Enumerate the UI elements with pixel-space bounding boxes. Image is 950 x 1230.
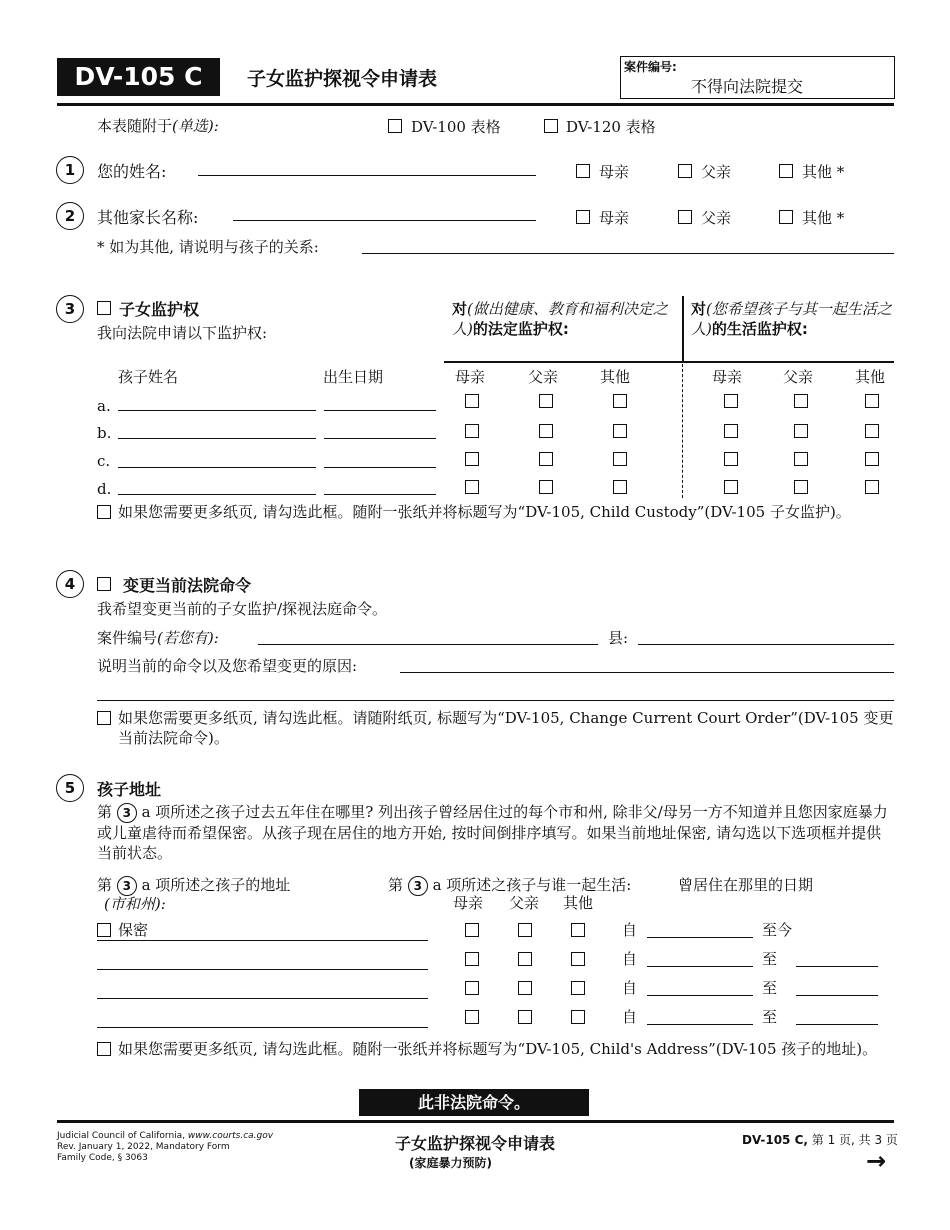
child-name-input[interactable]: [118, 410, 316, 411]
address-input[interactable]: [97, 1027, 428, 1028]
lived-father-checkbox[interactable]: [518, 923, 532, 937]
from-date-input[interactable]: [647, 995, 753, 996]
relationship-input[interactable]: [362, 253, 894, 254]
physical-col-father: 父亲: [783, 368, 814, 386]
physical-mother-checkbox[interactable]: [724, 452, 738, 466]
lived-father-checkbox[interactable]: [518, 1010, 532, 1024]
legal-father-checkbox[interactable]: [539, 452, 553, 466]
address-input[interactable]: [97, 969, 428, 970]
change-order-more-pages-checkbox[interactable]: [97, 711, 111, 725]
to-date-input[interactable]: [796, 1024, 878, 1025]
to-date-input[interactable]: [796, 995, 878, 996]
from-date-input[interactable]: [647, 1024, 753, 1025]
custody-divider: [682, 296, 684, 362]
s2-father-checkbox[interactable]: [678, 210, 692, 224]
footer-publisher: Judicial Council of California, www.courts.ca.gov: [57, 1131, 274, 1141]
row-label: b.: [97, 424, 112, 442]
footer-code: Family Code, § 3063: [57, 1153, 148, 1163]
county-label: 县:: [608, 629, 629, 647]
reason-input-1[interactable]: [400, 672, 894, 673]
col-dob: 出生日期: [323, 368, 384, 386]
address-input[interactable]: [97, 940, 428, 941]
section-5-number: 5: [56, 774, 84, 802]
row-label: c.: [97, 452, 111, 470]
ref-item-3-icon: 3: [408, 876, 428, 896]
page-title: 子女监护探视令申请表: [247, 68, 438, 90]
lived-col-father: 父亲: [509, 894, 540, 912]
lived-with-header: 第 3 a 项所述之孩子与谁一起生活:: [388, 876, 632, 894]
to-present-label: 至今: [762, 921, 793, 939]
lived-mother-checkbox[interactable]: [465, 981, 479, 995]
footer-title: 子女监护探视令申请表: [395, 1134, 556, 1153]
lived-other-checkbox[interactable]: [571, 981, 585, 995]
legal-father-checkbox[interactable]: [539, 394, 553, 408]
section-1-number: 1: [56, 156, 84, 184]
legal-other-checkbox[interactable]: [613, 394, 627, 408]
header-rule: [57, 103, 894, 106]
s1-other-checkbox[interactable]: [779, 164, 793, 178]
lived-col-mother: 母亲: [453, 894, 484, 912]
physical-other-checkbox[interactable]: [865, 480, 879, 494]
legal-custody-header: 对(做出健康、教育和福利决定之人)的法定监护权:: [452, 300, 668, 338]
child-name-input[interactable]: [118, 438, 316, 439]
address-more-pages-text: 如果您需要更多纸页, 请勾选此框。随附一张纸并将标题写为“DV-105, Child's Address”(DV-105 孩子的地址)。: [118, 1040, 878, 1058]
footer-page-info: DV-105 C, 第 1 页, 共 3 页: [742, 1133, 898, 1147]
ref-item-3-icon: 3: [117, 803, 137, 823]
reason-label: 说明当前的命令以及您希望变更的原因:: [97, 657, 358, 675]
legal-other-checkbox[interactable]: [613, 480, 627, 494]
footer-rule: [57, 1120, 894, 1123]
lived-mother-checkbox[interactable]: [465, 952, 479, 966]
s1-mother-checkbox[interactable]: [576, 164, 590, 178]
s2-mother-checkbox[interactable]: [576, 210, 590, 224]
legal-mother-checkbox[interactable]: [465, 480, 479, 494]
relationship-note: * 如为其他, 请说明与孩子的关系:: [97, 238, 319, 256]
s2-other-label: 其他 *: [802, 209, 845, 227]
legal-mother-checkbox[interactable]: [465, 452, 479, 466]
your-name-label: 您的姓名:: [97, 162, 167, 181]
footer-revision: Rev. January 1, 2022, Mandatory Form: [57, 1142, 230, 1152]
legal-other-checkbox[interactable]: [613, 452, 627, 466]
change-order-checkbox[interactable]: [97, 577, 111, 591]
legal-col-mother: 母亲: [455, 368, 486, 386]
dates-header: 曾居住在那里的日期: [678, 876, 814, 894]
custody-more-pages-checkbox[interactable]: [97, 505, 111, 519]
physical-other-checkbox[interactable]: [865, 452, 879, 466]
custody-header-rule: [444, 361, 894, 363]
dv100-label: DV-100 表格: [411, 118, 501, 136]
lived-father-checkbox[interactable]: [518, 952, 532, 966]
lived-mother-checkbox[interactable]: [465, 1010, 479, 1024]
child-address-instructions: 第 3 a 项所述之孩子过去五年住在哪里? 列出孩子曾经居住过的每个市和州, 除非父/母另一方不知道并且您因家庭暴力或儿童虐待而希望保密。从孩子现在居住的地方开始, 按时间倒排序填写。如果当前地址保密, 请勾选以下选项框并提供当前状态。: [97, 803, 888, 862]
child-dob-input[interactable]: [324, 410, 436, 411]
physical-father-checkbox[interactable]: [794, 424, 808, 438]
lived-col-other: 其他: [563, 894, 594, 912]
s1-other-label: 其他 *: [802, 163, 845, 181]
footer-subtitle: (家庭暴力预防): [409, 1156, 492, 1170]
address-column-header: 第 3 a 项所述之孩子的地址: [97, 876, 291, 894]
custody-checkbox[interactable]: [97, 301, 111, 315]
ref-item-3-icon: 3: [117, 876, 137, 896]
confidential-checkbox[interactable]: [97, 923, 111, 937]
form-id-badge: DV-105 C: [57, 58, 220, 96]
from-label: 自: [622, 950, 638, 968]
custody-more-pages-text: 如果您需要更多纸页, 请勾选此框。随附一张纸并将标题写为“DV-105, Child Custody”(DV-105 子女监护)。: [118, 503, 851, 521]
from-date-input[interactable]: [647, 937, 753, 938]
s4-case-number-label: 案件编号(若您有):: [97, 629, 219, 647]
section-3-number: 3: [56, 295, 84, 323]
physical-father-checkbox[interactable]: [794, 394, 808, 408]
section-2-number: 2: [56, 202, 84, 230]
legal-father-checkbox[interactable]: [539, 424, 553, 438]
legal-other-checkbox[interactable]: [613, 424, 627, 438]
physical-col-other: 其他: [855, 368, 886, 386]
from-label: 自: [622, 921, 638, 939]
address-input[interactable]: [97, 998, 428, 999]
col-child-name: 孩子姓名: [118, 368, 179, 386]
s1-mother-label: 母亲: [599, 163, 630, 181]
physical-father-checkbox[interactable]: [794, 452, 808, 466]
address-column-subheader: (市和州):: [104, 895, 166, 913]
custody-divider-dashed: [682, 364, 683, 498]
to-label: 至: [762, 1008, 778, 1026]
physical-father-checkbox[interactable]: [794, 480, 808, 494]
s1-father-checkbox[interactable]: [678, 164, 692, 178]
physical-col-mother: 母亲: [712, 368, 743, 386]
other-parent-label: 其他家长名称:: [97, 208, 199, 227]
lived-mother-checkbox[interactable]: [465, 923, 479, 937]
change-order-title: 变更当前法院命令: [123, 576, 252, 595]
legal-mother-checkbox[interactable]: [465, 424, 479, 438]
case-number-note: 不得向法院提交: [691, 77, 804, 96]
legal-col-other: 其他: [600, 368, 631, 386]
not-court-order-banner: 此非法院命令。: [359, 1089, 589, 1116]
case-number-box: [620, 56, 895, 99]
dv120-label: DV-120 表格: [566, 118, 656, 136]
from-date-input[interactable]: [647, 966, 753, 967]
physical-custody-header: 对(您希望孩子与其一起生活之人)的生活监护权:: [691, 300, 892, 338]
dv100-checkbox[interactable]: [388, 119, 402, 133]
row-label: a.: [97, 397, 111, 415]
lived-other-checkbox[interactable]: [571, 1010, 585, 1024]
child-name-input[interactable]: [118, 467, 316, 468]
dv120-checkbox[interactable]: [544, 119, 558, 133]
physical-mother-checkbox[interactable]: [724, 424, 738, 438]
lived-other-checkbox[interactable]: [571, 923, 585, 937]
physical-other-checkbox[interactable]: [865, 424, 879, 438]
custody-title: 子女监护权: [119, 300, 200, 319]
reason-input-2[interactable]: [97, 700, 894, 701]
section-4-number: 4: [56, 570, 84, 598]
other-parent-input[interactable]: [233, 220, 536, 221]
to-label: 至: [762, 979, 778, 997]
change-order-more-pages-text: 如果您需要更多纸页, 请勾选此框。请随附纸页, 标题写为“DV-105, Change Current Court Order”(DV-105 变更当前法院命令)。: [118, 709, 894, 747]
s4-case-number-input[interactable]: [258, 644, 598, 645]
to-label: 至: [762, 950, 778, 968]
physical-other-checkbox[interactable]: [865, 394, 879, 408]
physical-mother-checkbox[interactable]: [724, 480, 738, 494]
child-name-input[interactable]: [118, 494, 316, 495]
your-name-input[interactable]: [198, 175, 536, 176]
address-more-pages-checkbox[interactable]: [97, 1042, 111, 1056]
child-dob-input[interactable]: [324, 438, 436, 439]
child-dob-input[interactable]: [324, 467, 436, 468]
s2-other-checkbox[interactable]: [779, 210, 793, 224]
s1-father-label: 父亲: [701, 163, 732, 181]
physical-mother-checkbox[interactable]: [724, 394, 738, 408]
legal-mother-checkbox[interactable]: [465, 394, 479, 408]
county-input[interactable]: [638, 644, 894, 645]
child-dob-input[interactable]: [324, 494, 436, 495]
legal-col-father: 父亲: [528, 368, 559, 386]
lived-other-checkbox[interactable]: [571, 952, 585, 966]
confidential-label: 保密: [118, 921, 149, 939]
to-date-input[interactable]: [796, 966, 878, 967]
child-address-title: 孩子地址: [97, 780, 162, 799]
attach-label: 本表随附于(单选):: [97, 117, 219, 135]
next-page-arrow-icon[interactable]: →: [866, 1147, 887, 1175]
from-label: 自: [622, 1008, 638, 1026]
row-label: d.: [97, 480, 112, 498]
legal-father-checkbox[interactable]: [539, 480, 553, 494]
case-number-label: 案件编号:: [624, 60, 677, 74]
s2-father-label: 父亲: [701, 209, 732, 227]
lived-father-checkbox[interactable]: [518, 981, 532, 995]
change-order-subtitle: 我希望变更当前的子女监护/探视法庭命令。: [97, 600, 388, 618]
from-label: 自: [622, 979, 638, 997]
custody-subtitle: 我向法院申请以下监护权:: [97, 324, 268, 342]
s2-mother-label: 母亲: [599, 209, 630, 227]
